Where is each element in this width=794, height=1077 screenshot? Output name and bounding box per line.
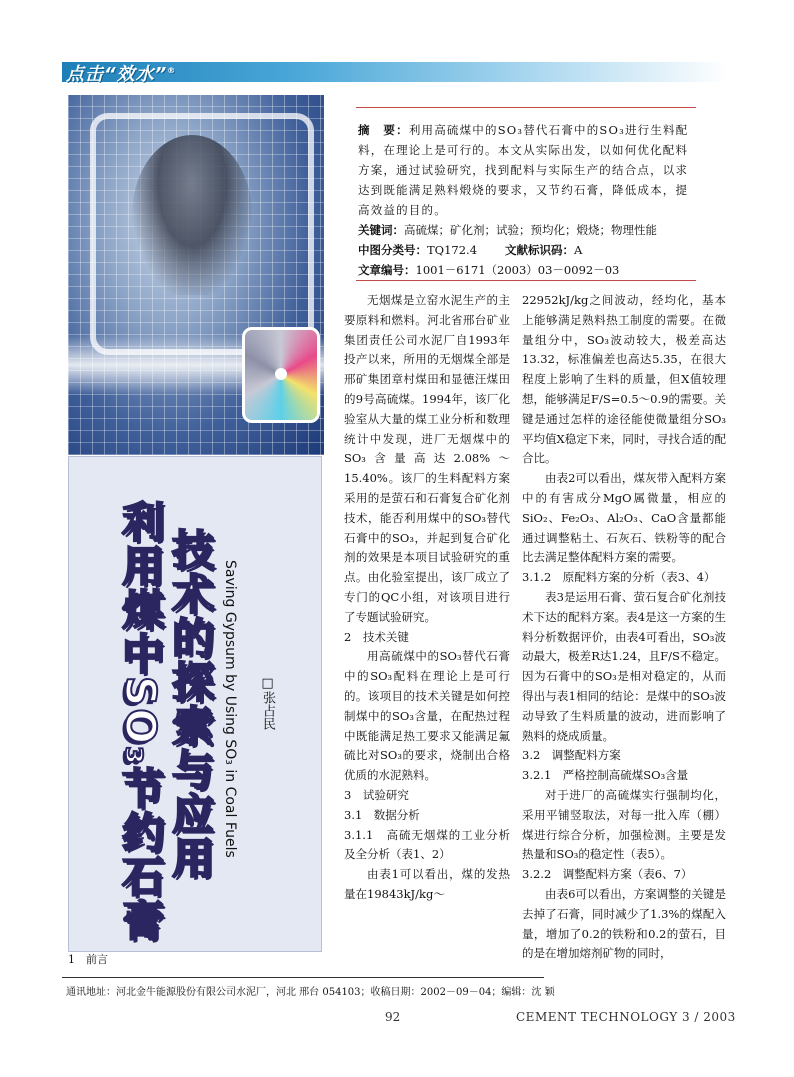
keywords: 关键词：高硫煤；矿化剂；试验；预均化；煅烧；物理性能 bbox=[358, 223, 657, 237]
paragraph: 用高硫煤中的SO₃替代石膏中的SO₃配料在理论上是可行的。该项目的技术关键是如何控制煤中的SO₃含量，在配热过程中既能满足热工要求又能满足氟硫比对SO₃的要求，烧制出合格优质的水泥熟料。 bbox=[344, 649, 510, 783]
english-title: Saving Gypsum by Using SO₃ in Coal Fuels bbox=[222, 560, 238, 858]
paragraph: 由表2可以看出，煤灰带入配料方案中的有害成分MgO属微量，相应的SiO₂、Fe₂O₃、Al₂O₃、CaO含量都能通过调整粘土、石灰石、铁粉等的配合比去满足整体配料方案的需要。 bbox=[522, 471, 726, 565]
author: □张占民 bbox=[260, 676, 275, 730]
section-heading: 3.1.1 高硫无烟煤的工业分析及全分析（表1、2） bbox=[344, 827, 510, 862]
section-heading: 3.2.1 严格控制高硫煤SO₃含量 bbox=[522, 768, 689, 783]
journal-name: CEMENT TECHNOLOGY 3 / 2003 bbox=[516, 1010, 736, 1024]
section-heading-intro: 1 前言 bbox=[68, 953, 108, 966]
paragraph: 对于进厂的高硫煤实行强制均化，采用平铺竖取法，对每一批入库（棚）煤进行综合分析，加强检测。主要是发热量和SO₃的稳定性（表5）。 bbox=[522, 787, 726, 862]
body-column-1 bbox=[344, 291, 510, 905]
title-line-2: 技术的探索与应用 bbox=[166, 528, 215, 880]
section-heading: 3 试验研究 bbox=[344, 787, 409, 802]
section-heading: 3.2.2 调整配料方案（表6、7） bbox=[522, 867, 693, 882]
paragraph: 无烟煤是立窑水泥生产的主要原料和燃料。河北省邢台矿业集团责任公司水泥厂自1993年投产以来，所用的无烟煤全部是邢矿集团章村煤田和显德汪煤田的9号高硫煤。1994年，该厂化验室从大量的煤工业分析和数理统计中发现，进厂无烟煤中的SO₃含量高达2.08%～15.40%。该厂的生料配料方案采用的是萤石和石膏复合矿化剂技术，能否利用煤中的SO₃替代石膏中的SO₃，并起到复合矿化剂的效果是本项目试验研究的重点。由化验室提出，该厂成立了专门的QC小组，对该项目进行了专题试验研究。 bbox=[344, 293, 510, 624]
section-heading: 3.2 调整配料方案 bbox=[522, 748, 621, 763]
decorative-photo bbox=[68, 95, 324, 455]
person-silhouette bbox=[132, 135, 252, 295]
abstract-bottom-rule bbox=[356, 280, 696, 281]
abstract-top-rule bbox=[356, 107, 696, 108]
paragraph: 表3是运用石膏、萤石复合矿化剂技术下达的配料方案。表4是这一方案的生料分析数据评价，由表4可看出，SO₃波动最大，极差R达1.24，且F/S不稳定。因为石膏中的SO₃是相对稳定的，从而得出与表1相同的结论：是煤中的SO₃波动导致了生料质量的波动，进而影响了熟料的烧成质量。 bbox=[522, 589, 726, 743]
footnote-rule bbox=[62, 977, 544, 978]
abstract-block bbox=[358, 120, 698, 280]
body-column-2 bbox=[522, 291, 726, 964]
section-heading: 2 技术关键 bbox=[344, 629, 409, 644]
section-heading: 3.1 数据分析 bbox=[344, 807, 420, 822]
paragraph: 由表1可以看出，煤的发热量在19843kJ/kg～ bbox=[344, 867, 510, 901]
section-heading: 3.1.2 原配料方案的分析（表3、4） bbox=[522, 570, 716, 585]
abstract-text: 摘 要：利用高硫煤中的SO₃替代石膏中的SO₃进行生料配料，在理论上是可行的。本文从实际出发，以如何优化配料方案，通过试验研究，找到配料与实际生产的结合点，以求达到既能满足熟料煅烧的要求，又节约石膏，降低成本，提高效益的目的。 bbox=[358, 123, 689, 217]
paragraph: 由表6可以看出，方案调整的关键是去掉了石膏，同时减少了1.3%的煤配入量，增加了0.2的铁粉和0.2的萤石，目的是在增加熔剂矿物的同时， bbox=[522, 886, 726, 961]
page-number: 92 bbox=[385, 1010, 401, 1024]
article-number: 文章编号：1001－6171（2003）03－0092－03 bbox=[358, 263, 620, 277]
disc-icon bbox=[242, 327, 320, 423]
footnote: 通讯地址：河北金牛能源股份有限公司水泥厂，河北 邢台 054103；收稿日期：2002－09－04；编辑：沈 颖 bbox=[66, 987, 555, 998]
classification: 中图分类号：TQ172.4 文献标识码：A bbox=[358, 243, 583, 257]
paragraph: 22952kJ/kg之间波动，经均化，基本上能够满足熟料热工制度的需要。在微量组分中，SO₃波动较大，极差高达13.32，标准偏差也高达5.35，在很大程度上影响了生料的质量，但X值较理想，能够满足F/S=0.5～0.9的需要。关键是通过怎样的途径能使微量组分SO₃平均值X稳定下来，同时，寻找合适的配合比。 bbox=[522, 293, 726, 466]
column-label: 点击“效水”® bbox=[66, 64, 177, 85]
title-line-1: 利用煤中SO₃节约石膏 bbox=[116, 500, 165, 943]
